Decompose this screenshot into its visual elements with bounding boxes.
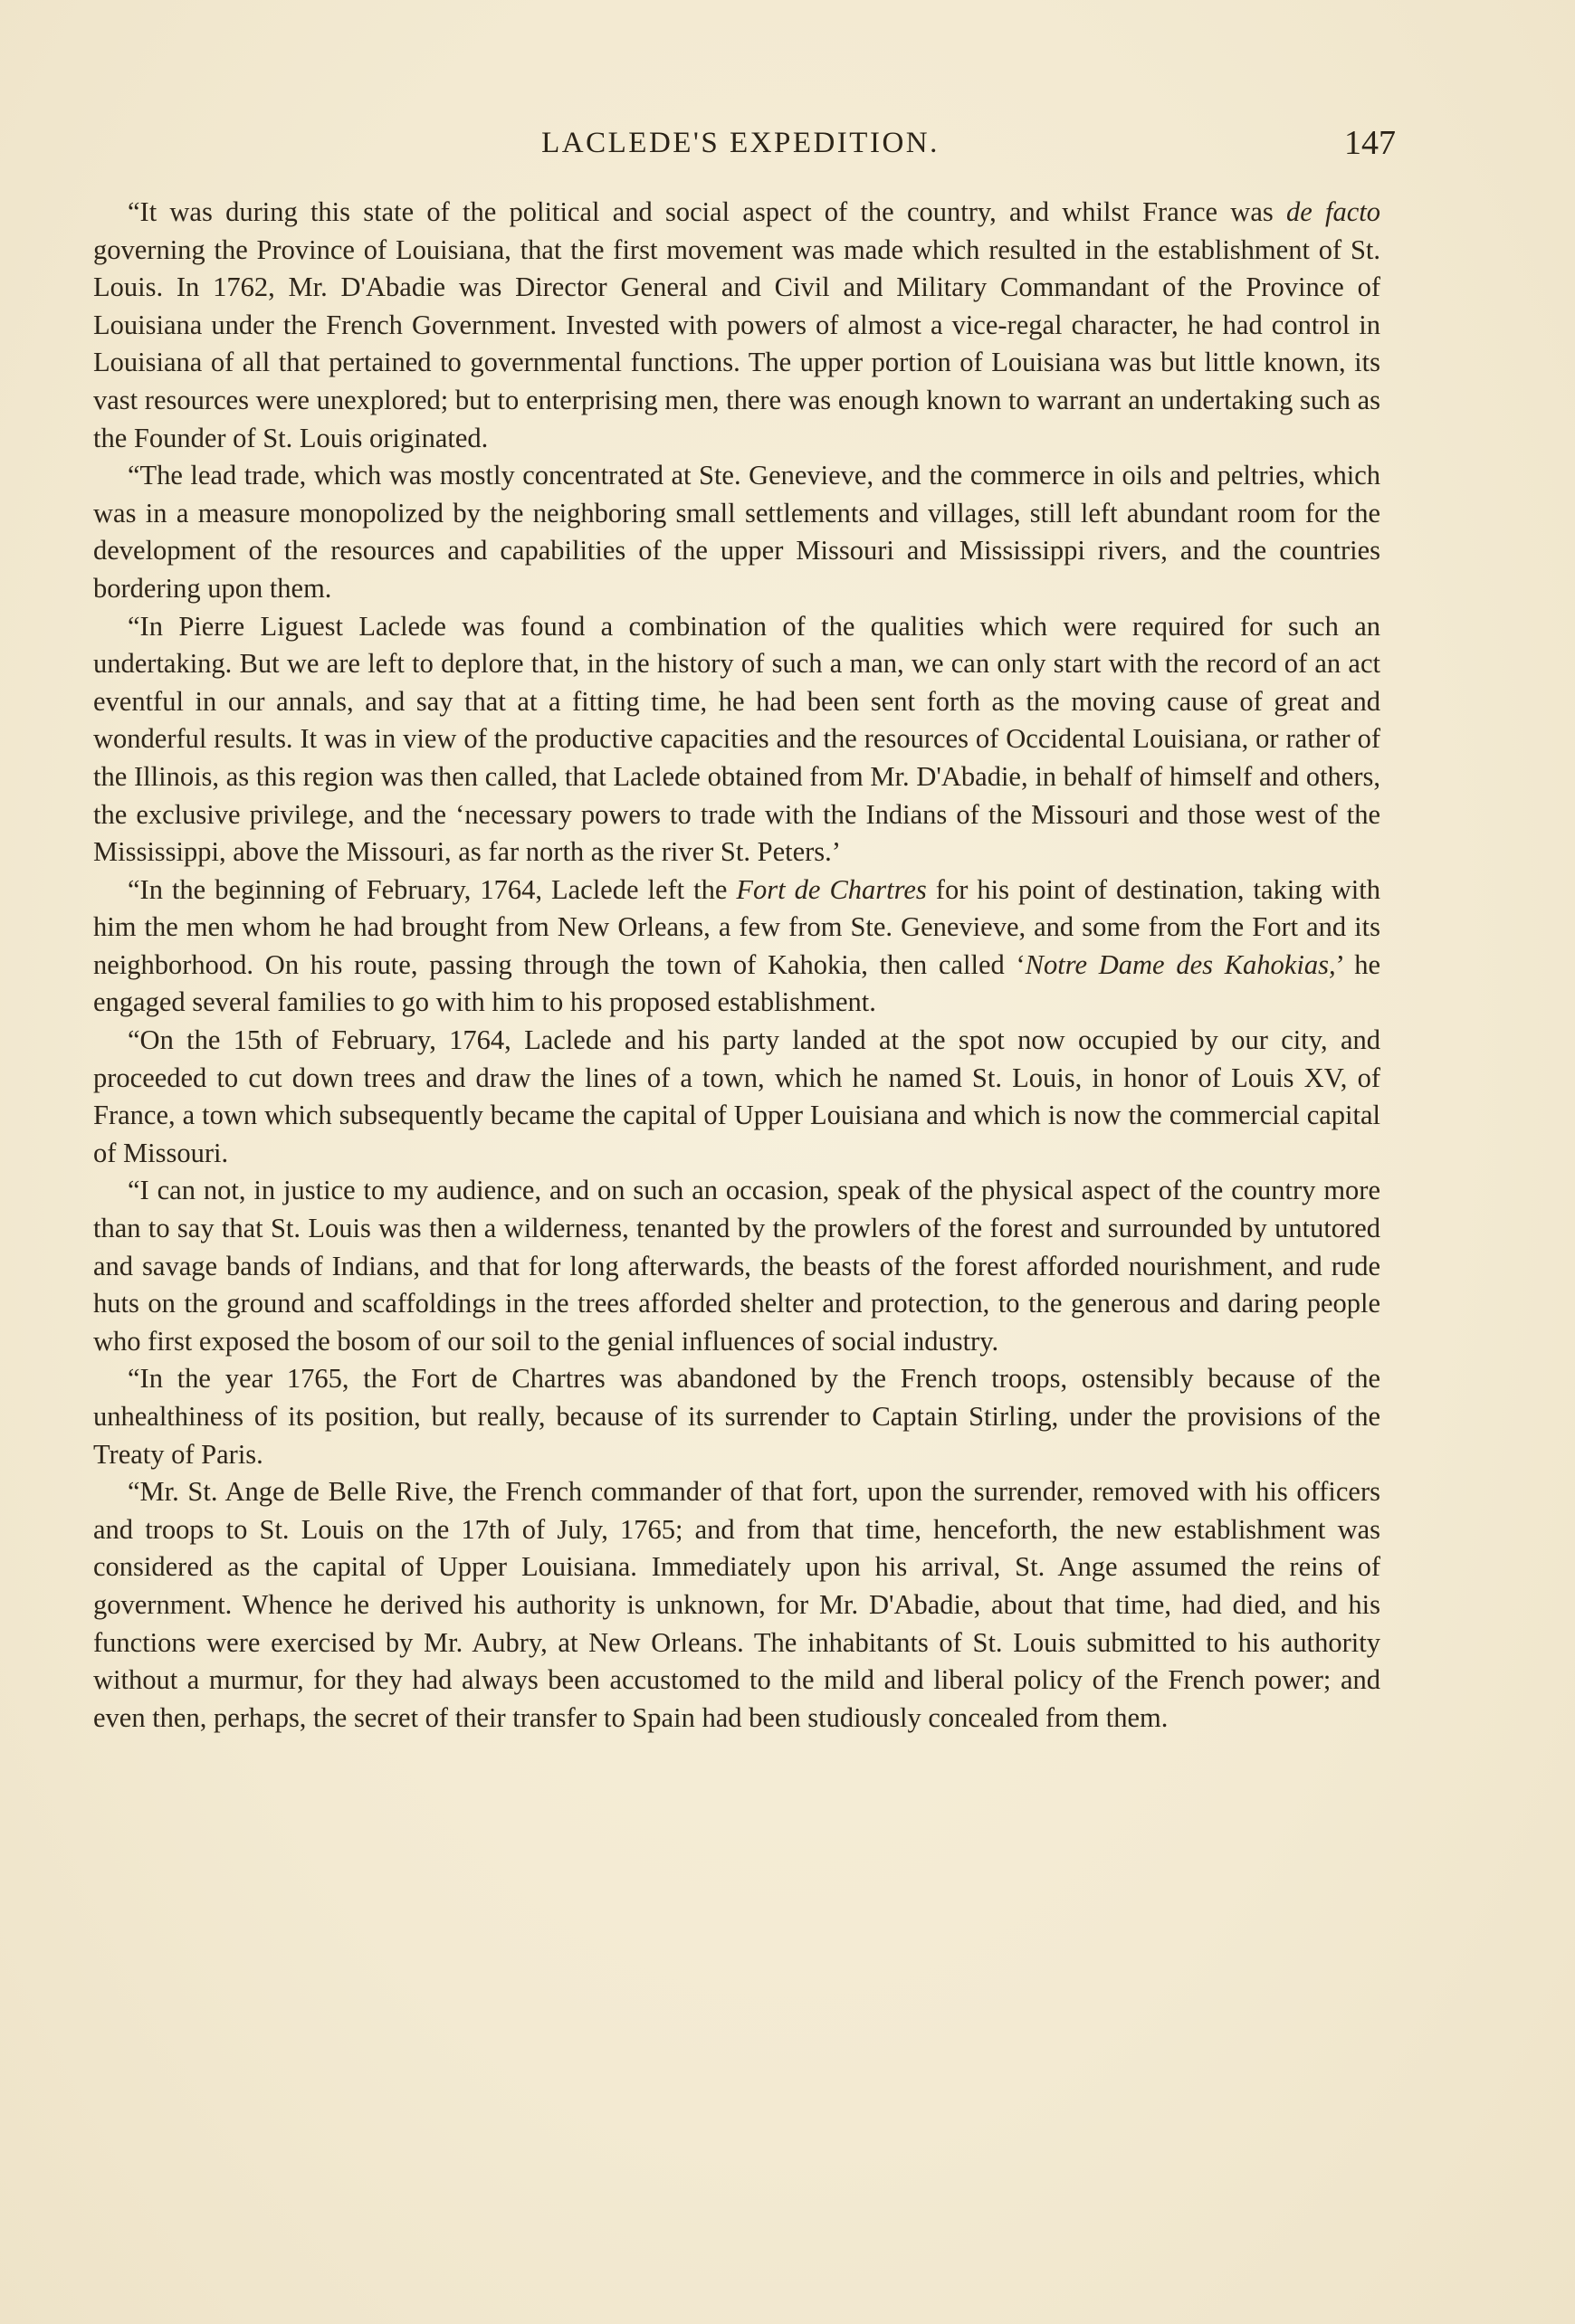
running-head: LACLEDE'S EXPEDITION. bbox=[541, 127, 940, 159]
text-run: “It was during this state of the political and social aspect of the country, and whilst France was bbox=[128, 196, 1286, 227]
paragraph bbox=[93, 872, 1380, 1022]
text-run: “The lead trade, which was mostly concentrated at Ste. Genevieve, and the commerce in oils and peltries, which was in a measure monopolized by the neighboring small settlements and villages, still left abundant room for the development of the resources and capabilities of the upper Missouri and Mississippi rivers, and the countries bordering upon them. bbox=[93, 460, 1380, 604]
text-run: governing the Province of Louisiana, that the first movement was made which resulted in the establishment of St. Louis. In 1762, Mr. D'Abadie was Director General and Civil and Military Commandant of the Province of Louisiana under the French Government. Invested with powers of almost a vice-regal character, he had control in Louisiana of all that pertained to governmental functions. The upper portion of Louisiana was but little known, its vast resources were unexplored; but to enterprising men, there was enough known to warrant an undertaking such as the Founder of St. Louis originated. bbox=[93, 233, 1380, 453]
paragraph bbox=[93, 1360, 1380, 1473]
text-run: “In the year 1765, the Fort de Chartres was abandoned by the French troops, ostensibly because of the unhealthiness of its position, but really, because of its surrender to Captain Stirling, under the provisions of the Treaty of Paris. bbox=[93, 1363, 1380, 1470]
paragraph bbox=[93, 1022, 1380, 1172]
paragraph bbox=[93, 194, 1380, 457]
paragraph bbox=[93, 1172, 1380, 1360]
italic-text: Fort de Chartres bbox=[736, 873, 927, 905]
paragraph bbox=[93, 608, 1380, 872]
body-text bbox=[93, 194, 1380, 1737]
text-run: “On the 15th of February, 1764, Laclede and his party landed at the spot now occupied by our city, and proceeded to cut down trees and draw the lines of a town, which he named St. Louis, in honor of Louis XV, of France, a town which subsequently became the capital of Upper Louisiana and which is now the commercial capital of Missouri. bbox=[93, 1024, 1380, 1168]
paragraph bbox=[93, 457, 1380, 607]
page-header bbox=[91, 123, 1396, 170]
text-run: “Mr. St. Ange de Belle Rive, the French commander of that fort, upon the surrender, removed with his officers and troops to St. Louis on the 17th of July, 1765; and from that time, henceforth, the new establishment was considered as the capital of Upper Louisiana. Immediately upon his arrival, St. Ange assumed the reins of government. Whence he derived his authority is unknown, for Mr. D'Abadie, about that time, had died, and his functions were exercised by Mr. Aubry, at New Orleans. The inhabitants of St. Louis submitted to his authority without a murmur, for they had always been accustomed to the mild and liberal policy of the French power; and even then, perhaps, the secret of their transfer to Spain had been studiously concealed from them. bbox=[93, 1476, 1380, 1733]
page-number: 147 bbox=[1344, 124, 1396, 162]
text-run: “In Pierre Liguest Laclede was found a combination of the qualities which were required for such an undertaking. But we are left to deplore that, in the history of such a man, we can only start with the record of an act eventful in our annals, and say that at a fitting time, he had been sent forth as the moving cause of great and wonderful results. It was in view of the productive capacities and the resources of Occidental Louisiana, or rather of the Illinois, as this region was then called, that Laclede obtained from Mr. D'Abadie, in behalf of himself and others, the exclusive privilege, and the ‘necessary powers to trade with the Indians of the Missouri and those west of the Mississippi, above the Missouri, as far north as the river St. Peters.’ bbox=[93, 610, 1380, 868]
text-run: “I can not, in justice to my audience, and on such an occasion, speak of the physical aspect of the country more than to say that St. Louis was then a wilderness, tenanted by the prowlers of the forest and surrounded by untutored and savage bands of Indians, and that for long afterwards, the beasts of the forest afforded nourishment, and rude huts on the ground and scaffoldings in the trees afforded shelter and protection, to the generous and daring people who first exposed the bosom of our soil to the genial influences of social industry. bbox=[93, 1175, 1380, 1357]
text-run: ’ he engaged several families to go with him to his proposed establishment. bbox=[93, 948, 1381, 1018]
italic-text: de facto bbox=[1285, 196, 1380, 227]
paragraph bbox=[93, 1473, 1380, 1737]
text-run: “In the beginning of February, 1764, Laclede left the bbox=[128, 873, 737, 905]
italic-text: Notre Dame des Kahokias, bbox=[1025, 948, 1336, 980]
text-run: for his point of destination, taking with him the men whom he had brought from New Orleans, a few from Ste. Genevieve, and some from the Fort and its neighborhood. On his route, passing through the town of Kahokia, then called ‘ bbox=[93, 873, 1381, 980]
